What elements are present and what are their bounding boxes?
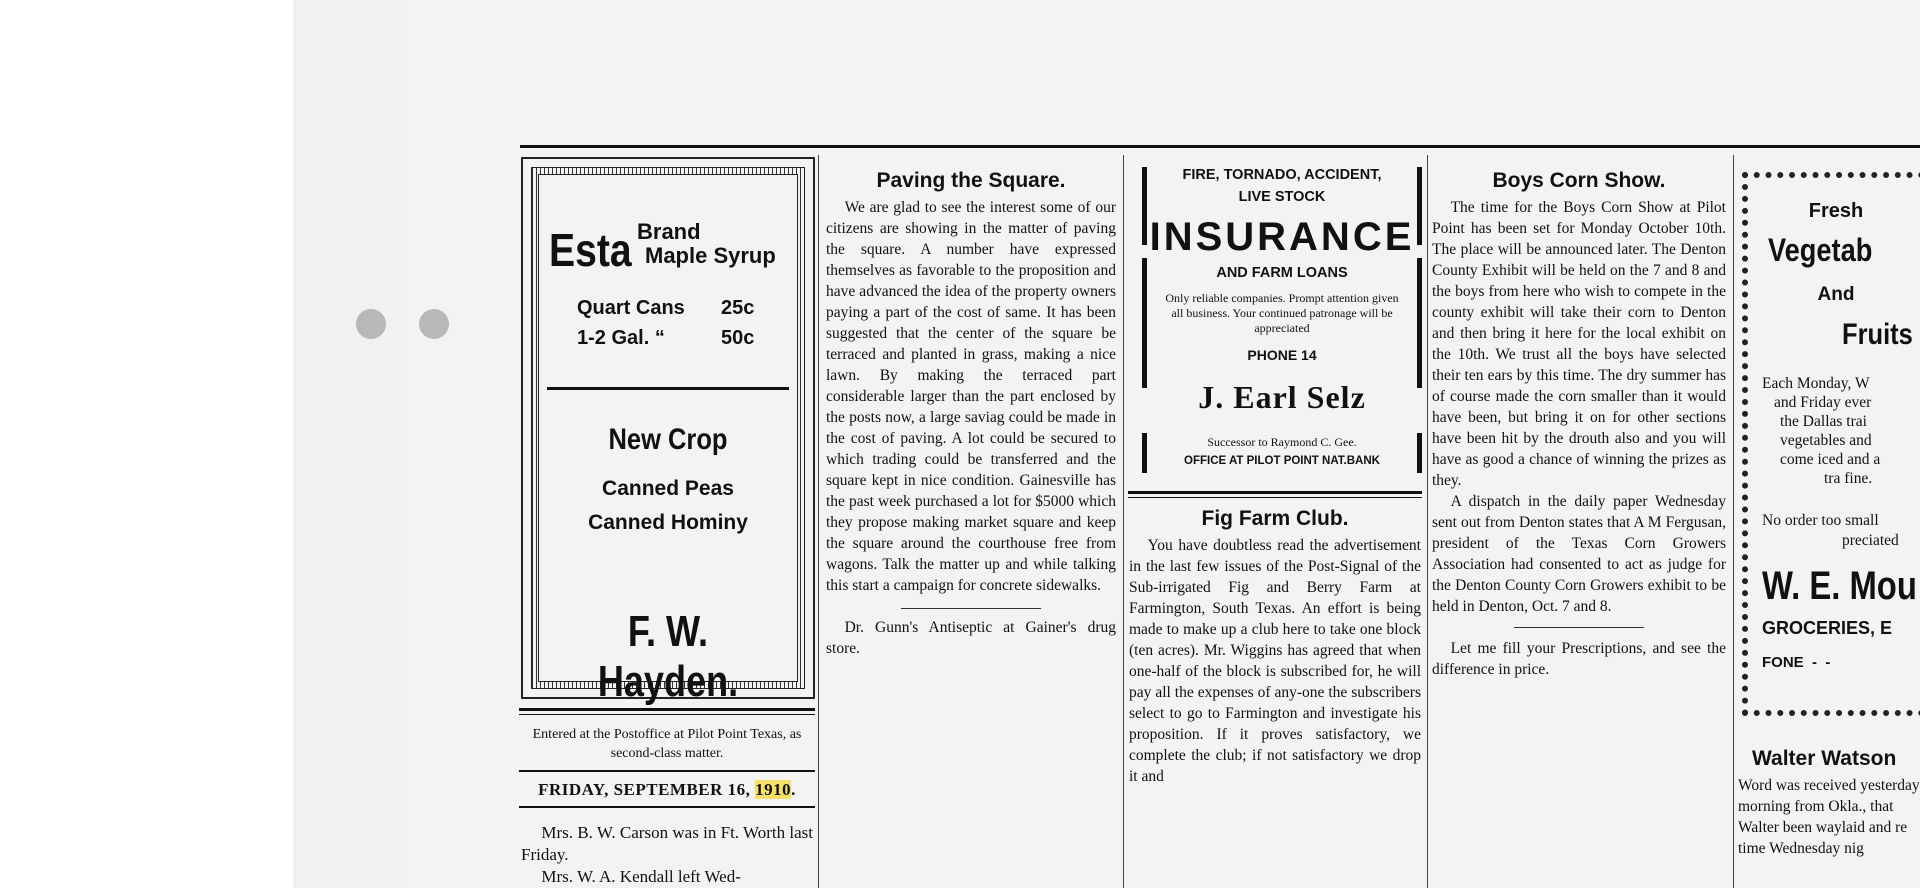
agent-name: J. Earl Selz [1198, 379, 1366, 415]
delivery-line: tra fine. [1824, 470, 1873, 487]
fruits: Fruits [1842, 318, 1913, 351]
canned-hominy: Canned Hominy [588, 511, 748, 534]
boys-corn-dispatch: A dispatch in the daily paper Wednesday sent out from Denton states that A M Fergusan, president of the Texas Corn Growers Association had consented to act as judge for the Denton County Corn Growers exhibit to be held in Denton, Oct. 7 and 8. [1432, 493, 1726, 615]
date-rule [519, 770, 815, 772]
delivery-line: Each Monday, W [1762, 375, 1870, 392]
item1-name: Quart Cans [577, 297, 685, 319]
delivery-line: the Dallas trai [1780, 413, 1867, 430]
news-item: Mrs. W. A. Kendall left Wed- [541, 867, 741, 886]
punch-hole [419, 309, 449, 339]
brand-line2: Maple Syrup [645, 243, 776, 268]
watson-title: Walter Watson [1752, 747, 1897, 770]
phone: PHONE 14 [1247, 347, 1317, 363]
paving-article [826, 166, 1116, 659]
no-order-line2: preciated [1842, 532, 1899, 549]
coverage-line2: LIVE STOCK [1238, 189, 1326, 205]
masthead-rule [519, 708, 815, 711]
vegetables-ad [1742, 172, 1920, 716]
coverage-line1: FIRE, TORNADO, ACCIDENT, [1182, 167, 1382, 183]
watson-body: Word was received yesterday morning from Okla., that Walter been waylaid and re time Wednesday nig [1738, 777, 1920, 857]
article-divider [901, 608, 1041, 609]
local-news [521, 822, 813, 888]
delivery-line: come iced and a [1780, 451, 1881, 468]
boys-corn-title: Boys Corn Show. [1492, 169, 1666, 192]
date-rule [519, 806, 815, 808]
boys-corn-article [1432, 166, 1726, 680]
delivery-line: vegetables and [1780, 432, 1872, 449]
prescriptions-notice: Let me fill your Prescriptions, and see the difference in price. [1432, 640, 1726, 678]
fig-farm-title: Fig Farm Club. [1201, 507, 1349, 530]
ad-divider [547, 387, 789, 390]
successor-note: Successor to Raymond C. Gee. [1207, 435, 1357, 449]
column-divider [818, 155, 819, 888]
ad-bottom-rule [1128, 491, 1422, 494]
date-year: 1910 [755, 780, 792, 799]
watson-article [1738, 744, 1920, 859]
column-divider [1427, 155, 1428, 888]
top-rule [520, 145, 1920, 148]
no-order-line1: No order too small [1762, 512, 1879, 529]
gunn-notice: Dr. Gunn's Antiseptic at Gainer's drug store. [826, 619, 1116, 657]
paving-title: Paving the Square. [876, 169, 1066, 192]
punch-hole [356, 309, 386, 339]
and-word: And [1817, 284, 1855, 305]
brand-line1: Brand [637, 219, 701, 244]
canned-peas: Canned Peas [602, 477, 734, 500]
fig-farm-body: You have doubtless read the advertisement in the last few issues of the Post-Signal of the Sub-irrigated Fig and Berry Farm at Farmington, South Texas. An effort is being made to make up a club here to take one block (ten acres). Mr. Wiggins has agreed that when one-half of the block is subscribed for, he will pay all the expenses of any-one the subscribers select to go to Farmington and investigate his proposition. If it proves satisfactory, we complete the club; if not satisfactory we drop it and [1129, 537, 1421, 785]
fig-farm-article [1129, 504, 1421, 787]
brand-prefix: Esta [549, 224, 632, 276]
item2-price: 50c [721, 327, 755, 349]
insurance-blurb: Only reliable companies. Prompt attention given all business. Your continued patronage will be appreciated [1165, 291, 1399, 335]
masthead-rule [519, 714, 815, 715]
boys-corn-body: The time for the Boys Corn Show at Pilot Point has been set for Monday October 10th. The place will be announced later. The Denton County Exhibit will be held on the 7 and 8 and the boys from here who wish to compete in the county exhibit will take their corn to Denton and then bring it here for the local exhibit on the 10th. We trust all the boys have selected their ten ears by this time. The dry summer has of course made the corn smaller than it would have been, but bring it on for other sections have been hit by the drouth also and you will have as good a chance of winning the prizes as they. [1432, 199, 1726, 489]
vegetables: Vegetab [1768, 232, 1873, 268]
viewer-background [0, 0, 293, 888]
hayden-ad [521, 157, 815, 706]
ad-content [538, 174, 798, 706]
column-divider [1733, 155, 1734, 888]
ad-bottom-rule [1128, 497, 1422, 498]
fone-line: FONE - - [1762, 654, 1831, 671]
ad-border [531, 167, 805, 706]
farm-loans: AND FARM LOANS [1216, 265, 1348, 281]
grocer-name: W. E. Mou [1762, 564, 1917, 608]
office-address: OFFICE AT PILOT POINT NAT.BANK [1184, 455, 1380, 467]
delivery-line: and Friday ever [1774, 394, 1872, 411]
entered-note: Entered at the Postoffice at Pilot Point Texas, as second-class matter. [532, 727, 802, 761]
new-crop-heading: New Crop [608, 423, 728, 456]
paving-body: We are glad to see the interest some of our citizens are showing in the matter of paving the square. A number have expressed themselves as favorable to the proposition and have advanced the idea of the property owners paying a part of the cost of same. It has been suggested that the center of the square be terraced and planted in grass, making a nice lawn. By making the terraced part considerable larger than the part enclosed by the posts now, a large saviag could be made in the cost of paving. A lot could be secured to which trading could be transferred and the square kept in nice condition. Gainesville has the past week purchased a lot for $5000 which they propose making market square and keep the square around the courthouse free from wagons. Talk the matter up and while talking this start a campaign for concrete sidewalks. [826, 199, 1116, 594]
delivery-note [1762, 374, 1880, 488]
article-divider [1514, 627, 1644, 628]
insurance-ad [1138, 163, 1426, 483]
item1-price: 25c [721, 297, 755, 319]
date-prefix: FRIDAY, SEPTEMBER 16, [538, 780, 756, 799]
insurance-headline: INSURANCE [1149, 215, 1415, 259]
date-suffix: . [791, 780, 796, 799]
column-divider [1123, 155, 1124, 888]
issue-date [519, 780, 815, 800]
news-item: Mrs. B. W. Carson was in Ft. Worth last Friday. [521, 823, 813, 864]
fresh: Fresh [1808, 200, 1864, 222]
groceries-line: GROCERIES, E [1762, 618, 1893, 638]
item2-name: 1-2 Gal. “ [577, 327, 665, 349]
hayden-signature: F. W. Hayden. [597, 607, 739, 706]
